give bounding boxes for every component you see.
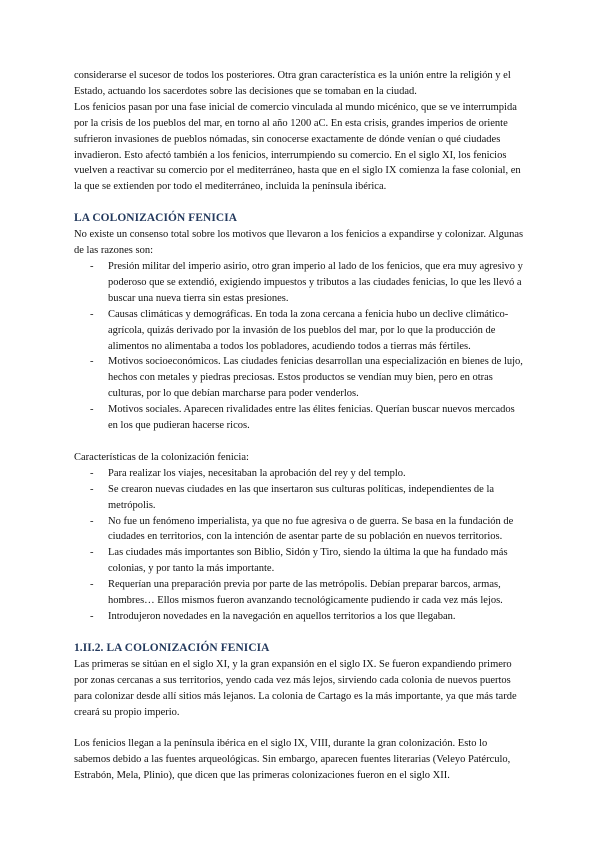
reasons-list <box>74 259 526 434</box>
dash-bullet: - <box>90 308 94 320</box>
list-item <box>74 545 526 577</box>
section-intro: No existe un consenso total sobre los motivos que llevaron a los fenicios a expandirse y colonizar. Algunas de las razones son: <box>74 229 524 257</box>
dash-bullet: - <box>90 611 94 622</box>
list-item <box>74 354 526 402</box>
list-item <box>74 482 526 514</box>
dash-bullet: - <box>90 515 94 527</box>
list-item-text: Presión militar del imperio asirio, otro gran imperio al lado de los fenicios, que era muy agresivo y poderoso que se extendió, exigiendo impuestos y tributos a las ciudades fenicias, lo que les llevó a buscar una nueva tierra sin estas presiones. <box>108 260 523 304</box>
body-paragraph: Los fenicios pasan por una fase inicial de comercio vinculada al mundo micénico, que se ve interrumpida por la crisis de los pueblos del mar, en torno al año 1200 aC. En esta crisis, grandes imperios de oriente sufrieron invasiones de pueblos nómadas, sin conocerse exactamente de dónde venían o qué ciudades invadieron. Esto afectó también a los fenicios, interrumpiendo su comercio. En el siglo XI, los fenicios vuelven a reactivar su comercio por el mediterráneo, hasta que en el siglo IX comienza la fase colonial, en la que se extienden por todo el mediterráneo, incluida la península ibérica. <box>74 101 521 193</box>
body-paragraph: considerarse el sucesor de todos los posteriores. Otra gran característica es la unión entre la religión y el Estado, actuando los sacerdotes sobre las decisiones que se tomaban en la ciudad. <box>74 70 511 97</box>
spacer <box>74 434 526 450</box>
list-item-text: Introdujeron novedades en la navegación en aquellos territorios a los que llegaban. <box>108 611 456 622</box>
characteristics-list <box>74 466 526 625</box>
list-item <box>74 259 526 307</box>
spacer <box>74 720 526 736</box>
list-item <box>74 609 526 625</box>
list-item-text: No fue un fenómeno imperialista, ya que no fue agresiva o de guerra. Se basa en la fundación de ciudades en territorios, con la intención de asentar parte de su población en nuevos territorios. <box>108 515 514 543</box>
dash-bullet: - <box>90 579 94 591</box>
dash-bullet: - <box>90 483 94 495</box>
dash-bullet: - <box>90 260 94 272</box>
list-item-text: Requerían una preparación previa por parte de las metrópolis. Debían preparar barcos, armas, hombres… Ellos mismos fueron avanzando tecnológicamente pudiendo ir cada vez más lejos. <box>108 579 503 607</box>
list-item <box>74 466 526 482</box>
dash-bullet: - <box>90 547 94 559</box>
characteristics-intro: Características de la colonización fenicia: <box>74 451 249 463</box>
list-item-text: Para realizar los viajes, necesitaban la aprobación del rey y del templo. <box>108 467 406 479</box>
list-item <box>74 402 526 434</box>
list-item-text: Causas climáticas y demográficas. En toda la zona cercana a fenicia hubo un declive climático-agrícola, quizás derivado por la invasión de los pueblos del mar, por lo que la producción de alimentos no alimentaba a todos los pobladores, acudiendo todos a tierras más fértiles. <box>108 308 509 352</box>
list-item-text: Motivos sociales. Aparecen rivalidades entre las élites fenicias. Querían buscar nuevos mercados en los que pudieran hacerse ricos. <box>108 404 515 432</box>
spacer <box>74 625 526 641</box>
body-paragraph: Los fenicios llegan a la península ibérica en el siglo IX, VIII, durante la gran colonización. Esto lo sabemos debido a las fuentes arqueológicas. Sin embargo, aparecen fuentes literarias (Veleyo Patérculo, Estrabón, Mela, Plinio), que dicen que las primeras colonizaciones fueron en el siglo XII. <box>74 738 511 782</box>
section-heading: LA COLONIZACIÓN FENICIA <box>74 212 238 225</box>
list-item <box>74 514 526 546</box>
list-item <box>74 307 526 355</box>
dash-bullet: - <box>90 404 94 416</box>
list-item-text: Las ciudades más importantes son Biblio, Sidón y Tiro, siendo la última la que ha fundado más colonias, y por tanto la más importante. <box>108 547 508 575</box>
dash-bullet: - <box>90 467 94 479</box>
body-paragraph: Las primeras se sitúan en el siglo XI, y la gran expansión en el siglo IX. Se fueron expandiendo primero por zonas cercanas a sus territorios, yendo cada vez más lejos, sirviendo cada colonia de nuevos puertos para colonizar desde allí sitios más lejanos. La colonia de Cartago es la más importante, ya que más tarde creará su propio imperio. <box>74 658 517 718</box>
spacer <box>74 195 526 211</box>
list-item <box>74 577 526 609</box>
section-heading: 1.II.2. LA COLONIZACIÓN FENICIA <box>74 641 270 654</box>
list-item-text: Se crearon nuevas ciudades en las que insertaron sus culturas políticas, independientes de la metrópolis. <box>108 483 495 511</box>
dash-bullet: - <box>90 356 94 368</box>
list-item-text: Motivos socioeconómicos. Las ciudades fenicias desarrollan una especialización en bienes de lujo, hechos con metales y piedras preciosas. Estos productos se vendían muy bien, pero en otras culturas, por lo que debían marcharse para poder venderlos. <box>108 356 523 400</box>
